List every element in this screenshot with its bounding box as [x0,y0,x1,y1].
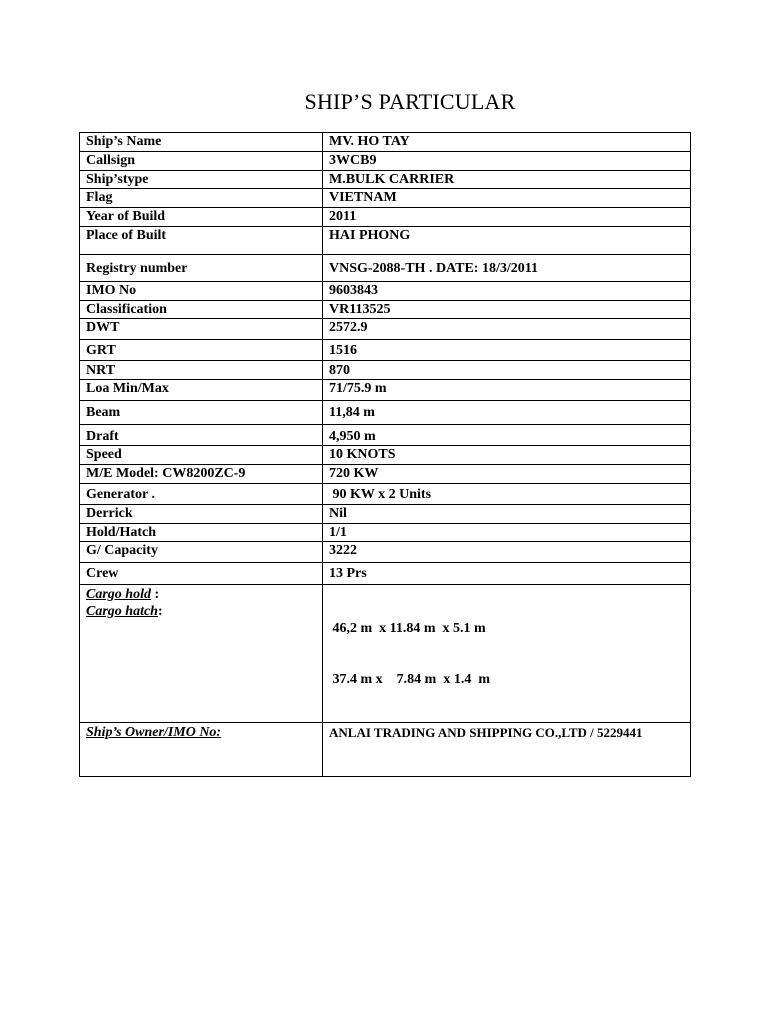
row-label: Place of Built [80,227,323,255]
row-label: Flag [80,189,323,208]
row-value: 870 [323,361,691,380]
document-title: SHIP’S PARTICULAR [304,89,516,114]
row-label: DWT [80,319,323,340]
table-row [80,425,691,446]
table-row [80,255,691,282]
table-row [80,301,691,319]
table-row [80,380,691,401]
row-label: IMO No [80,282,323,301]
table-row [80,465,691,484]
row-value: 4,950 m [323,425,691,446]
table-row [80,401,691,425]
row-value: 1516 [323,340,691,361]
row-value: 3WCB9 [323,152,691,171]
table-row [80,171,691,189]
row-label: Year of Build [80,208,323,227]
table-row [80,361,691,380]
row-value: 2572.9 [323,319,691,340]
row-value: 3222 [323,542,691,563]
row-value: HAI PHONG [323,227,691,255]
row-label: Derrick [80,505,323,524]
row-value: 2011 [323,208,691,227]
row-label: Speed [80,446,323,465]
row-label: Registry number [80,255,323,282]
table-row [80,152,691,171]
row-label: Classification [80,301,323,319]
cargo-hold-value: 46,2 m x 11.84 m x 5.1 m [329,621,486,636]
row-label: Draft [80,425,323,446]
table-row [80,505,691,524]
row-value: VR113525 [323,301,691,319]
row-value: 10 KNOTS [323,446,691,465]
table-row [80,542,691,563]
table-row [80,189,691,208]
cargo-values [323,585,691,723]
row-label: Beam [80,401,323,425]
row-value: 11,84 m [323,401,691,425]
table-row [80,524,691,542]
row-label: Hold/Hatch [80,524,323,542]
row-label: GRT [80,340,323,361]
row-label: Crew [80,563,323,585]
table-row [80,319,691,340]
row-value: 720 KW [323,465,691,484]
ship-particulars-table [79,132,691,777]
row-value: 90 KW x 2 Units [323,484,691,505]
row-label: NRT [80,361,323,380]
table-row [80,446,691,465]
table-row [80,208,691,227]
table-row [80,340,691,361]
owner-label: Ship’s Owner/IMO No: [80,723,323,777]
row-value: M.BULK CARRIER [323,171,691,189]
row-value: VIETNAM [323,189,691,208]
table-row [80,563,691,585]
table-row [80,484,691,505]
cargo-hold-label: Cargo hold [86,587,151,602]
owner-row [80,723,691,777]
row-value: 71/75.9 m [323,380,691,401]
cargo-row [80,585,691,723]
cargo-hatch-value: 37.4 m x 7.84 m x 1.4 m [329,672,490,687]
row-label: G/ Capacity [80,542,323,563]
row-label: Ship’stype [80,171,323,189]
cargo-hatch-suffix: : [157,604,163,619]
row-label: Ship’s Name [80,133,323,152]
row-label: Loa Min/Max [80,380,323,401]
row-value: Nil [323,505,691,524]
row-label: Generator . [80,484,323,505]
table-row [80,227,691,255]
owner-value: ANLAI TRADING AND SHIPPING CO.,LTD / 5229441 [323,723,691,777]
cargo-labels [80,585,323,723]
cargo-hatch-label: Cargo hatch [86,604,158,619]
row-value: VNSG-2088-TH . DATE: 18/3/2011 [323,255,691,282]
row-label: Callsign [80,152,323,171]
row-value: 9603843 [323,282,691,301]
row-value: 13 Prs [323,563,691,585]
row-value: MV. HO TAY [323,133,691,152]
table-row [80,282,691,301]
row-label: M/E Model: CW8200ZC-9 [80,465,323,484]
row-value: 1/1 [323,524,691,542]
cargo-hold-suffix: : [150,587,160,602]
table-row [80,133,691,152]
